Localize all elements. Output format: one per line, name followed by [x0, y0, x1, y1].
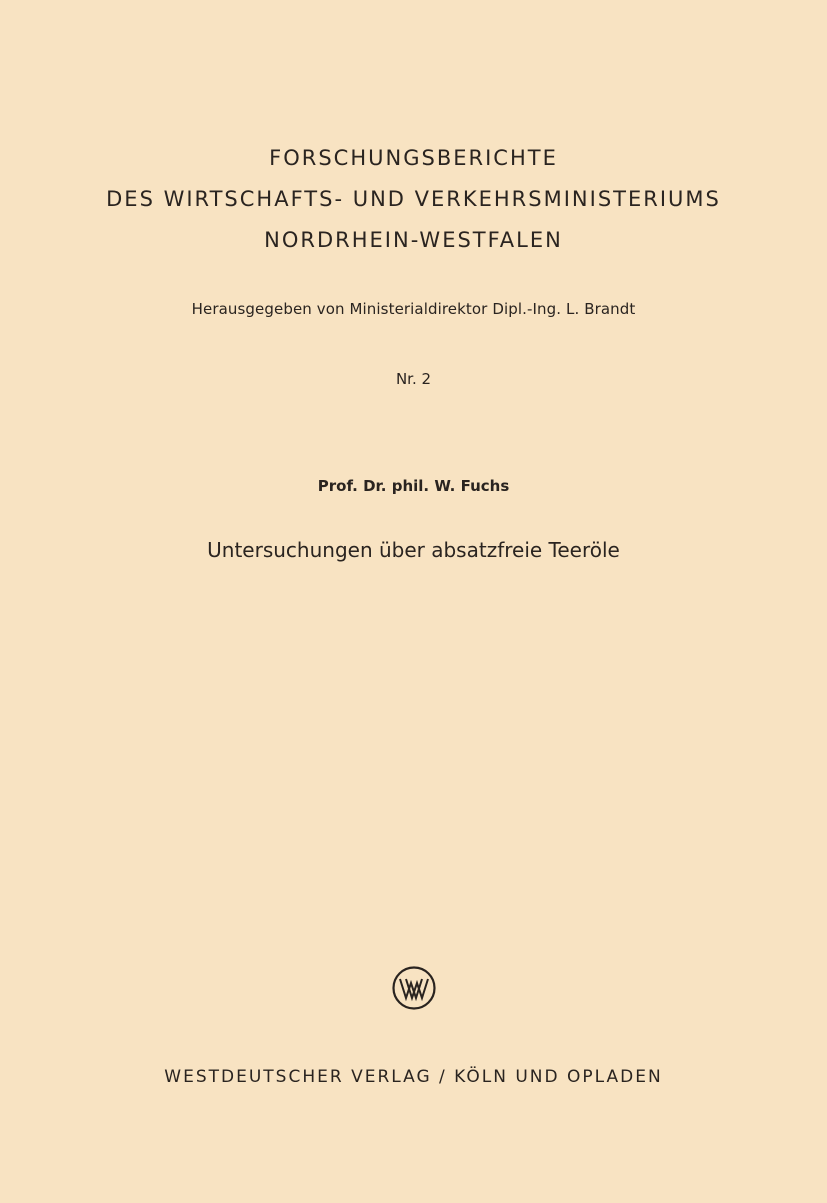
series-title-line-3: NORDRHEIN-WESTFALEN [264, 228, 563, 252]
series-title [0, 138, 827, 261]
series-title-line-1: FORSCHUNGSBERICHTE [269, 146, 558, 170]
publisher-imprint: WESTDEUTSCHER VERLAG / KÖLN UND OPLADEN [164, 1067, 663, 1087]
publisher-logo-icon [391, 965, 437, 1011]
volume-number: Nr. 2 [395, 370, 432, 388]
editor-credit: Herausgegeben von Ministerialdirektor Dipl.-Ing. L. Brandt [191, 300, 636, 318]
series-title-line-2: DES WIRTSCHAFTS- UND VERKEHRSMINISTERIUMS [106, 187, 721, 211]
book-title: Untersuchungen über absatzfreie Teeröle [207, 538, 620, 562]
author-name: Prof. Dr. phil. W. Fuchs [317, 477, 510, 495]
